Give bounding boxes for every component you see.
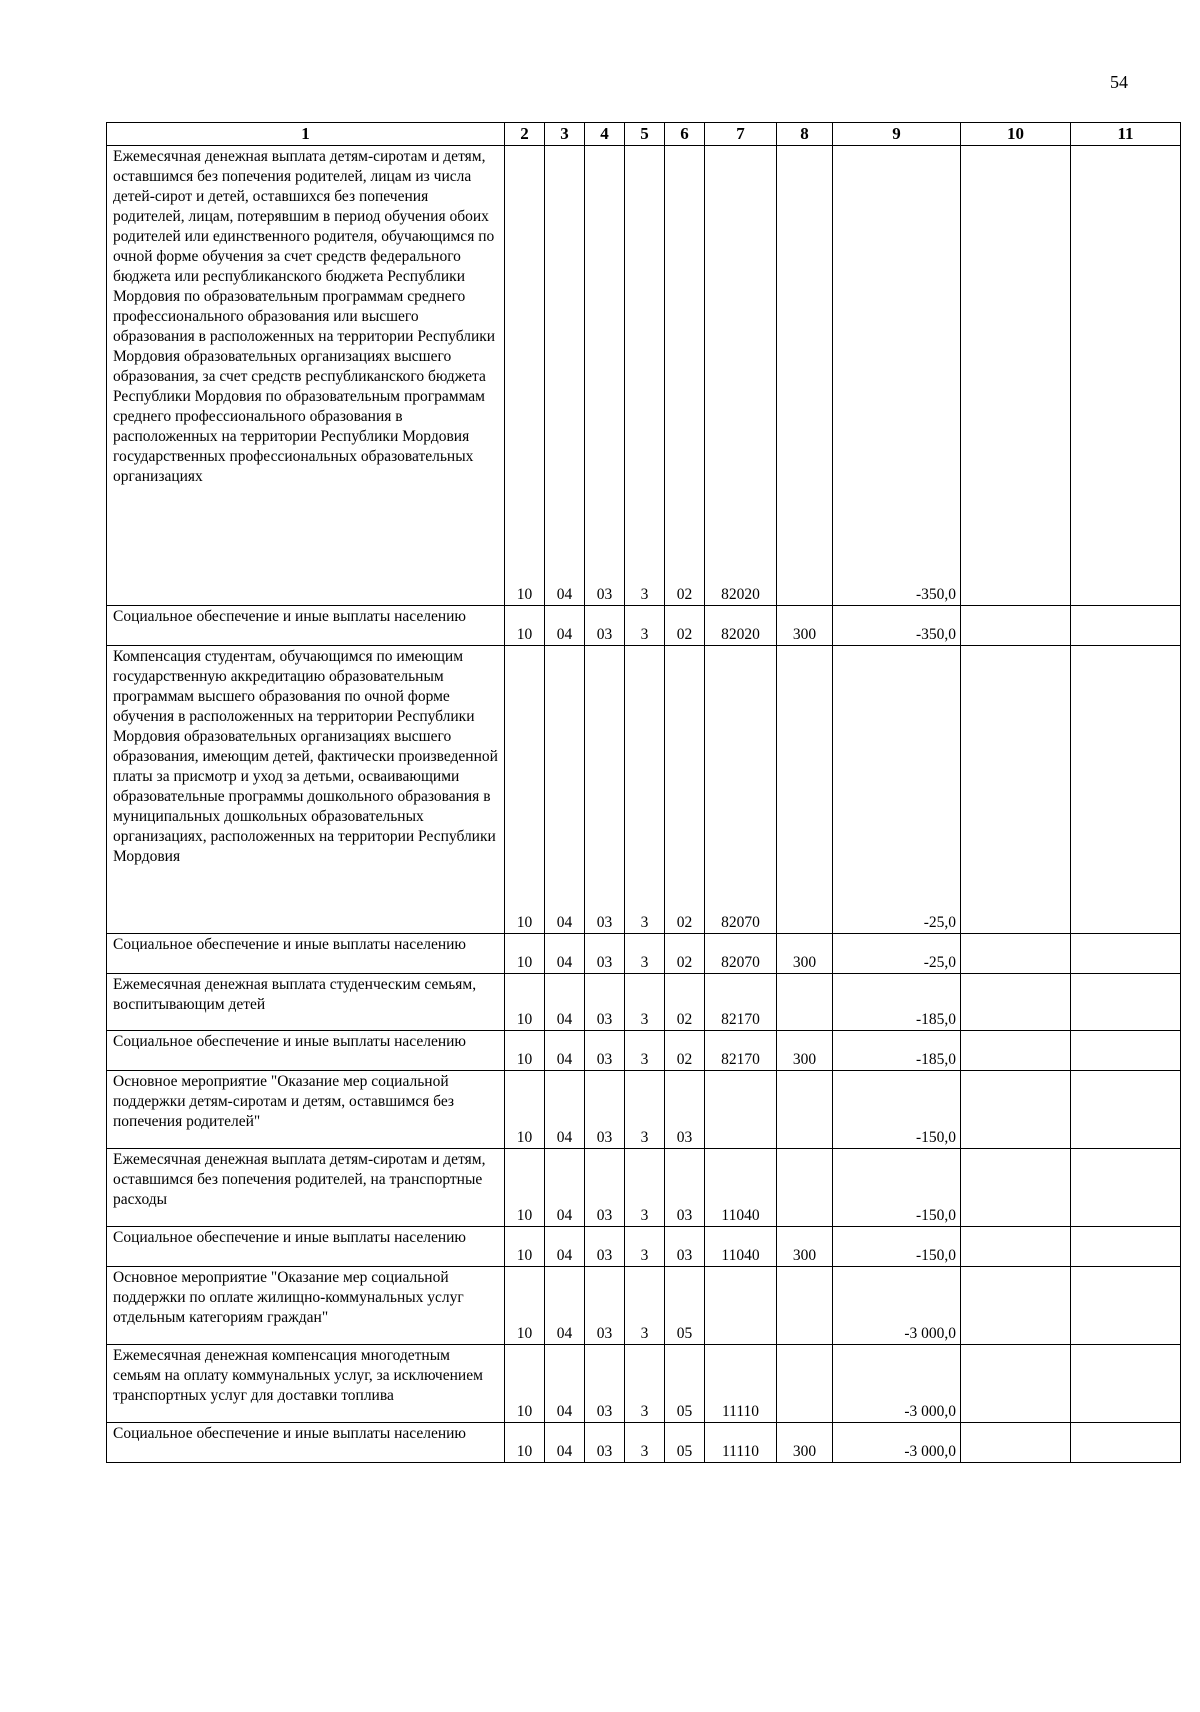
cell-col-6: 02 [665,1031,705,1071]
cell-col-7: 82070 [705,646,777,934]
cell-col-6: 02 [665,606,705,646]
row-description: Ежемесячная денежная выплата студенческим семьям, воспитывающим детей [107,974,505,1031]
cell-col-5: 3 [625,1423,665,1463]
cell-col-9: -25,0 [833,934,961,974]
row-description: Основное мероприятие "Оказание мер социальной поддержки по оплате жилищно-коммунальных услуг отдельным категориям граждан" [107,1267,505,1345]
cell-col-11 [1071,1227,1181,1267]
cell-col-11 [1071,934,1181,974]
row-description: Социальное обеспечение и иные выплаты населению [107,606,505,646]
cell-col-2: 10 [505,1149,545,1227]
cell-col-4: 03 [585,1423,625,1463]
table-row [107,646,1181,934]
cell-col-7: 11040 [705,1149,777,1227]
cell-col-9: -150,0 [833,1227,961,1267]
cell-col-5: 3 [625,1071,665,1149]
cell-col-11 [1071,146,1181,606]
cell-col-4: 03 [585,646,625,934]
cell-col-2: 10 [505,1345,545,1423]
cell-col-8: 300 [777,1031,833,1071]
cell-col-3: 04 [545,606,585,646]
cell-col-10 [961,1227,1071,1267]
cell-col-10 [961,646,1071,934]
cell-col-5: 3 [625,1227,665,1267]
cell-col-3: 04 [545,1345,585,1423]
row-description: Социальное обеспечение и иные выплаты населению [107,1423,505,1463]
cell-col-6: 05 [665,1267,705,1345]
table-row [107,1071,1181,1149]
cell-col-10 [961,1267,1071,1345]
cell-col-7 [705,1267,777,1345]
cell-col-6: 05 [665,1345,705,1423]
cell-col-5: 3 [625,1345,665,1423]
col-header-2: 2 [505,123,545,146]
cell-col-8 [777,146,833,606]
cell-col-9: -150,0 [833,1149,961,1227]
cell-col-11 [1071,1345,1181,1423]
cell-col-6: 02 [665,974,705,1031]
col-header-3: 3 [545,123,585,146]
col-header-11: 11 [1071,123,1181,146]
cell-col-5: 3 [625,974,665,1031]
cell-col-4: 03 [585,974,625,1031]
row-description: Социальное обеспечение и иные выплаты населению [107,1031,505,1071]
cell-col-8 [777,974,833,1031]
cell-col-7: 11110 [705,1423,777,1463]
cell-col-5: 3 [625,646,665,934]
table-row [107,974,1181,1031]
cell-col-10 [961,934,1071,974]
cell-col-10 [961,1071,1071,1149]
cell-col-2: 10 [505,1267,545,1345]
row-description: Ежемесячная денежная компенсация многодетным семьям на оплату коммунальных услуг, за исключением транспортных услуг для доставки топлива [107,1345,505,1423]
table-row [107,1227,1181,1267]
cell-col-8: 300 [777,934,833,974]
table-row [107,1149,1181,1227]
cell-col-2: 10 [505,646,545,934]
cell-col-11 [1071,1031,1181,1071]
cell-col-2: 10 [505,146,545,606]
header-row [107,123,1181,146]
table-row [107,1345,1181,1423]
cell-col-10 [961,1345,1071,1423]
cell-col-10 [961,974,1071,1031]
cell-col-9: -350,0 [833,606,961,646]
cell-col-11 [1071,1267,1181,1345]
table-row [107,606,1181,646]
cell-col-3: 04 [545,1423,585,1463]
cell-col-8: 300 [777,606,833,646]
col-header-6: 6 [665,123,705,146]
cell-col-10 [961,1423,1071,1463]
cell-col-4: 03 [585,1031,625,1071]
cell-col-5: 3 [625,606,665,646]
cell-col-11 [1071,974,1181,1031]
table-row [107,934,1181,974]
cell-col-6: 03 [665,1071,705,1149]
col-header-5: 5 [625,123,665,146]
cell-col-8 [777,646,833,934]
cell-col-8 [777,1345,833,1423]
cell-col-2: 10 [505,1071,545,1149]
cell-col-3: 04 [545,1267,585,1345]
cell-col-9: -3 000,0 [833,1267,961,1345]
cell-col-7: 82070 [705,934,777,974]
cell-col-9: -350,0 [833,146,961,606]
cell-col-5: 3 [625,934,665,974]
cell-col-2: 10 [505,974,545,1031]
cell-col-4: 03 [585,146,625,606]
cell-col-10 [961,606,1071,646]
cell-col-8 [777,1149,833,1227]
cell-col-4: 03 [585,1267,625,1345]
cell-col-3: 04 [545,146,585,606]
cell-col-4: 03 [585,606,625,646]
cell-col-8 [777,1071,833,1149]
cell-col-5: 3 [625,1267,665,1345]
cell-col-9: -3 000,0 [833,1423,961,1463]
cell-col-7: 82020 [705,606,777,646]
cell-col-11 [1071,606,1181,646]
cell-col-7 [705,1071,777,1149]
cell-col-7: 82020 [705,146,777,606]
cell-col-5: 3 [625,1149,665,1227]
cell-col-7: 82170 [705,974,777,1031]
row-description: Ежемесячная денежная выплата детям-сиротам и детям, оставшимся без попечения родителей, на транспортные расходы [107,1149,505,1227]
cell-col-3: 04 [545,1031,585,1071]
cell-col-4: 03 [585,934,625,974]
col-header-8: 8 [777,123,833,146]
col-header-1: 1 [107,123,505,146]
cell-col-3: 04 [545,646,585,934]
cell-col-6: 02 [665,646,705,934]
cell-col-2: 10 [505,934,545,974]
cell-col-9: -3 000,0 [833,1345,961,1423]
cell-col-3: 04 [545,974,585,1031]
cell-col-7: 82170 [705,1031,777,1071]
row-description: Компенсация студентам, обучающимся по имеющим государственную аккредитацию образовательным программам высшего образования по очной форме обучения в расположенных на территории Республики Мордовия образовательных организациях высшего образования, имеющим детей, фактически произведенной платы за присмотр и уход за детьми, осваивающими образовательные программы дошкольного образования в муниципальных дошкольных образовательных организациях, расположенных на территории Республики Мордовия [107,646,505,934]
table-row [107,1031,1181,1071]
cell-col-11 [1071,646,1181,934]
cell-col-6: 02 [665,146,705,606]
cell-col-2: 10 [505,1227,545,1267]
cell-col-3: 04 [545,1149,585,1227]
cell-col-3: 04 [545,1227,585,1267]
cell-col-9: -185,0 [833,974,961,1031]
cell-col-2: 10 [505,606,545,646]
cell-col-10 [961,1031,1071,1071]
cell-col-3: 04 [545,1071,585,1149]
cell-col-2: 10 [505,1031,545,1071]
table-row [107,1423,1181,1463]
cell-col-11 [1071,1149,1181,1227]
col-header-9: 9 [833,123,961,146]
cell-col-9: -185,0 [833,1031,961,1071]
cell-col-5: 3 [625,1031,665,1071]
cell-col-8: 300 [777,1423,833,1463]
cell-col-6: 03 [665,1227,705,1267]
cell-col-7: 11110 [705,1345,777,1423]
cell-col-6: 03 [665,1149,705,1227]
cell-col-8 [777,1267,833,1345]
row-description: Основное мероприятие "Оказание мер социальной поддержки детям-сиротам и детям, оставшимся без попечения родителей" [107,1071,505,1149]
cell-col-6: 05 [665,1423,705,1463]
col-header-4: 4 [585,123,625,146]
cell-col-5: 3 [625,146,665,606]
cell-col-10 [961,146,1071,606]
col-header-10: 10 [961,123,1071,146]
cell-col-7: 11040 [705,1227,777,1267]
cell-col-4: 03 [585,1071,625,1149]
cell-col-4: 03 [585,1345,625,1423]
table-row [107,1267,1181,1345]
cell-col-11 [1071,1423,1181,1463]
table-body [107,146,1181,1463]
cell-col-10 [961,1149,1071,1227]
row-description: Социальное обеспечение и иные выплаты населению [107,934,505,974]
cell-col-4: 03 [585,1149,625,1227]
cell-col-11 [1071,1071,1181,1149]
cell-col-4: 03 [585,1227,625,1267]
cell-col-6: 02 [665,934,705,974]
row-description: Социальное обеспечение и иные выплаты населению [107,1227,505,1267]
budget-table [106,122,1181,1463]
cell-col-2: 10 [505,1423,545,1463]
row-description: Ежемесячная денежная выплата детям-сиротам и детям, оставшимся без попечения родителей, лицам из числа детей-сирот и детей, оставшихся без попечения родителей, лицам, потерявшим в период обучения обоих родителей или единственного родителя, обучающимся по очной форме обучения за счет средств федерального бюджета или республиканского бюджета Республики Мордовия по образовательным программам среднего профессионального образования или высшего образования в расположенных на территории Республики Мордовия образовательных организациях высшего образования, за счет средств республиканского бюджета Республики Мордовия по образовательным программам среднего профессионального образования в расположенных на территории Республики Мордовия государственных профессиональных образовательных организациях [107,146,505,606]
col-header-7: 7 [705,123,777,146]
cell-col-8: 300 [777,1227,833,1267]
cell-col-9: -150,0 [833,1071,961,1149]
cell-col-9: -25,0 [833,646,961,934]
page-number: 54 [1110,72,1128,92]
cell-col-3: 04 [545,934,585,974]
table-row [107,146,1181,606]
